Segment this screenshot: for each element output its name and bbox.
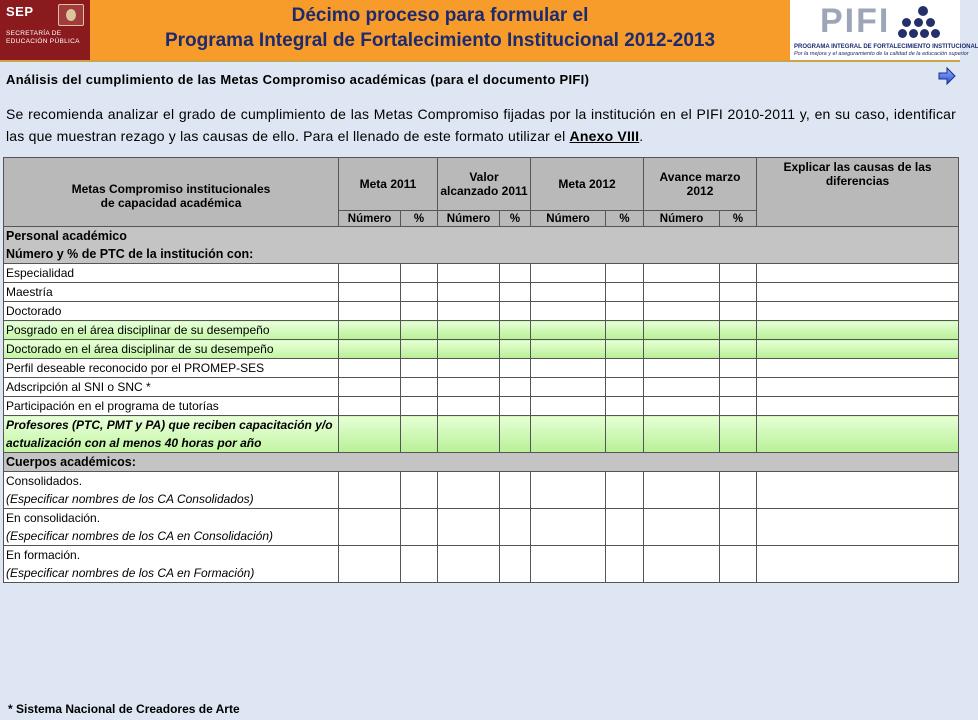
ca-note: (Especificar nombres de los CA en Consolidación) [6, 529, 274, 543]
value-cell[interactable] [606, 416, 644, 453]
value-cell[interactable] [401, 283, 438, 302]
value-cell[interactable] [720, 359, 757, 378]
ca-type: En formación. [6, 548, 81, 562]
row-label: Doctorado en el área disciplinar de su desempeño [4, 340, 339, 359]
pifi-caption-line2: Por la mejora y el aseguramiento de la calidad de la educación superior [794, 51, 969, 57]
value-cell[interactable] [339, 416, 401, 453]
metas-table [3, 157, 959, 583]
value-cell[interactable] [401, 546, 438, 583]
value-cell[interactable] [606, 340, 644, 359]
value-cell[interactable] [720, 397, 757, 416]
value-cell[interactable] [438, 378, 500, 397]
row-label: Doctorado [4, 302, 339, 321]
header-numero: Número [531, 211, 606, 227]
sep-logo-block [0, 0, 90, 60]
sep-caption [6, 30, 80, 46]
sep-logo: SEP [6, 4, 34, 19]
row-label: Adscripción al SNI o SNC * [4, 378, 339, 397]
header-pct: % [720, 211, 757, 227]
value-cell[interactable] [531, 397, 606, 416]
explanation-cell[interactable] [757, 359, 959, 378]
arrow-right-icon[interactable] [937, 66, 957, 86]
explanation-cell[interactable] [757, 340, 959, 359]
value-cell[interactable] [606, 359, 644, 378]
value-cell[interactable] [606, 378, 644, 397]
value-cell[interactable] [720, 283, 757, 302]
value-cell[interactable] [531, 546, 606, 583]
header-pct: % [500, 211, 531, 227]
value-cell[interactable] [500, 509, 531, 546]
page-title-line1: Décimo proceso para formular el [291, 5, 589, 26]
value-cell[interactable] [644, 340, 720, 359]
header-meta-2011: Meta 2011 [339, 158, 438, 211]
section-row-cuerpos [4, 453, 959, 472]
explanation-cell[interactable] [757, 264, 959, 283]
table-row [4, 472, 959, 509]
value-cell[interactable] [720, 416, 757, 453]
value-cell[interactable] [401, 416, 438, 453]
value-cell[interactable] [606, 283, 644, 302]
value-cell[interactable] [644, 283, 720, 302]
value-cell[interactable] [644, 397, 720, 416]
value-cell[interactable] [438, 264, 500, 283]
value-cell[interactable] [644, 378, 720, 397]
value-cell[interactable] [339, 378, 401, 397]
header-valor-alcanzado: Valor alcanzado 2011 [438, 158, 531, 211]
ca-note: (Especificar nombres de los CA Consolidados) [6, 492, 254, 506]
value-cell[interactable] [531, 378, 606, 397]
pifi-logo: PIFI [820, 2, 891, 40]
table-row [4, 546, 959, 583]
ca-note: (Especificar nombres de los CA en Formación) [6, 566, 255, 580]
value-cell[interactable] [606, 509, 644, 546]
header-numero: Número [644, 211, 720, 227]
value-cell[interactable] [531, 283, 606, 302]
value-cell[interactable] [720, 509, 757, 546]
value-cell[interactable] [500, 283, 531, 302]
header-pct: % [401, 211, 438, 227]
ca-type: En consolidación. [6, 511, 101, 525]
value-cell[interactable] [401, 378, 438, 397]
header-meta-2012: Meta 2012 [531, 158, 644, 211]
value-cell[interactable] [531, 264, 606, 283]
value-cell[interactable] [531, 321, 606, 340]
row-label: Posgrado en el área disciplinar de su desempeño [4, 321, 339, 340]
header-numero: Número [339, 211, 401, 227]
sep-caption-line1: SECRETARÍA DE [6, 30, 62, 37]
explanation-cell[interactable] [757, 397, 959, 416]
intro-paragraph [6, 103, 956, 147]
value-cell[interactable] [500, 472, 531, 509]
value-cell[interactable] [438, 509, 500, 546]
row-label [4, 546, 339, 583]
pifi-logo-block [790, 0, 978, 60]
header [0, 0, 978, 62]
value-cell[interactable] [720, 378, 757, 397]
value-cell[interactable] [438, 359, 500, 378]
value-cell[interactable] [644, 264, 720, 283]
value-cell[interactable] [531, 359, 606, 378]
row-label: Profesores (PTC, PMT y PA) que reciben capacitación y/o actualización con al menos 40 horas por año [4, 416, 339, 453]
value-cell[interactable] [339, 340, 401, 359]
explanation-cell[interactable] [757, 321, 959, 340]
table-row [4, 340, 959, 359]
section-personal-line2: Número y % de PTC de la institución con: [6, 247, 254, 261]
value-cell[interactable] [720, 264, 757, 283]
value-cell[interactable] [438, 472, 500, 509]
section-label [4, 227, 959, 264]
section-label: Cuerpos académicos: [4, 453, 959, 472]
section-personal-line1: Personal académico [6, 229, 127, 243]
value-cell[interactable] [339, 321, 401, 340]
header-pct: % [606, 211, 644, 227]
intro-end: . [639, 128, 644, 144]
value-cell[interactable] [339, 472, 401, 509]
header-explicar: Explicar las causas de las diferencias [757, 158, 959, 227]
value-cell[interactable] [401, 509, 438, 546]
explanation-cell[interactable] [757, 546, 959, 583]
value-cell[interactable] [720, 340, 757, 359]
value-cell[interactable] [644, 359, 720, 378]
header-avance: Avance marzo 2012 [644, 158, 757, 211]
value-cell[interactable] [438, 340, 500, 359]
value-cell[interactable] [438, 416, 500, 453]
row-label [4, 472, 339, 509]
value-cell[interactable] [606, 397, 644, 416]
section-row-personal [4, 227, 959, 264]
value-cell[interactable] [500, 378, 531, 397]
table-row [4, 378, 959, 397]
value-cell[interactable] [438, 546, 500, 583]
value-cell[interactable] [500, 359, 531, 378]
value-cell[interactable] [500, 264, 531, 283]
value-cell[interactable] [531, 302, 606, 321]
value-cell[interactable] [500, 416, 531, 453]
value-cell[interactable] [500, 321, 531, 340]
value-cell[interactable] [606, 321, 644, 340]
title-banner [90, 0, 790, 60]
explanation-cell[interactable] [757, 472, 959, 509]
table-row [4, 416, 959, 453]
value-cell[interactable] [401, 359, 438, 378]
sep-caption-line2: EDUCACIÓN PÚBLICA [6, 38, 80, 45]
pifi-dots-icon [898, 6, 948, 40]
section-title: Análisis del cumplimiento de las Metas Compromiso académicas (para el documento PIFI) [6, 72, 590, 87]
table-row [4, 264, 959, 283]
value-cell[interactable] [720, 302, 757, 321]
header-divider [0, 60, 960, 62]
value-cell[interactable] [644, 546, 720, 583]
table-row [4, 359, 959, 378]
row-label: Perfil deseable reconocido por el PROMEP-SES [4, 359, 339, 378]
value-cell[interactable] [531, 416, 606, 453]
value-cell[interactable] [531, 472, 606, 509]
anexo-link[interactable]: Anexo VIII [569, 128, 640, 144]
explanation-cell[interactable] [757, 509, 959, 546]
table-row [4, 397, 959, 416]
explanation-cell[interactable] [757, 283, 959, 302]
national-shield-icon [58, 4, 84, 26]
table-row [4, 283, 959, 302]
value-cell[interactable] [606, 546, 644, 583]
ca-type: Consolidados. [6, 474, 83, 488]
value-cell[interactable] [339, 283, 401, 302]
value-cell[interactable] [401, 472, 438, 509]
value-cell[interactable] [644, 509, 720, 546]
value-cell[interactable] [401, 397, 438, 416]
value-cell[interactable] [339, 397, 401, 416]
header-goals [4, 158, 339, 227]
table-body [4, 227, 959, 583]
value-cell[interactable] [438, 302, 500, 321]
value-cell[interactable] [606, 264, 644, 283]
table-row [4, 321, 959, 340]
value-cell[interactable] [606, 302, 644, 321]
value-cell[interactable] [438, 321, 500, 340]
pifi-caption-line1: PROGRAMA INTEGRAL DE FORTALECIMIENTO INSTITUCIONAL [794, 44, 978, 50]
value-cell[interactable] [531, 340, 606, 359]
row-label [4, 509, 339, 546]
value-cell[interactable] [720, 472, 757, 509]
value-cell[interactable] [401, 264, 438, 283]
value-cell[interactable] [438, 397, 500, 416]
value-cell[interactable] [500, 397, 531, 416]
value-cell[interactable] [644, 321, 720, 340]
value-cell[interactable] [339, 546, 401, 583]
explanation-cell[interactable] [757, 302, 959, 321]
value-cell[interactable] [438, 283, 500, 302]
value-cell[interactable] [500, 302, 531, 321]
value-cell[interactable] [531, 509, 606, 546]
intro-text: Se recomienda analizar el grado de cumplimiento de las Metas Compromiso fijadas por la institución en el PIFI 2010-2011 y, en su caso, identificar las que muestran rezago y las causas de ello. Para el llenado de este formato utilizar el [6, 106, 956, 144]
value-cell[interactable] [720, 546, 757, 583]
value-cell[interactable] [339, 359, 401, 378]
value-cell[interactable] [500, 340, 531, 359]
value-cell[interactable] [606, 472, 644, 509]
value-cell[interactable] [339, 264, 401, 283]
header-numero: Número [438, 211, 500, 227]
value-cell[interactable] [644, 472, 720, 509]
value-cell[interactable] [500, 546, 531, 583]
value-cell[interactable] [339, 509, 401, 546]
value-cell[interactable] [339, 302, 401, 321]
value-cell[interactable] [720, 321, 757, 340]
table-row [4, 302, 959, 321]
row-label: Maestría [4, 283, 339, 302]
row-label: Participación en el programa de tutorías [4, 397, 339, 416]
row-label: Especialidad [4, 264, 339, 283]
value-cell[interactable] [401, 340, 438, 359]
value-cell[interactable] [401, 302, 438, 321]
footnote: * Sistema Nacional de Creadores de Arte [8, 702, 240, 716]
header-goals-line1: Metas Compromiso institucionales [71, 182, 271, 196]
table-row [4, 509, 959, 546]
value-cell[interactable] [401, 321, 438, 340]
page-title-line2: Programa Integral de Fortalecimiento Institucional 2012-2013 [164, 30, 716, 51]
explanation-cell[interactable] [757, 378, 959, 397]
explanation-cell[interactable] [757, 416, 959, 453]
value-cell[interactable] [644, 416, 720, 453]
header-goals-line2: de capacidad académica [100, 196, 242, 210]
value-cell[interactable] [644, 302, 720, 321]
